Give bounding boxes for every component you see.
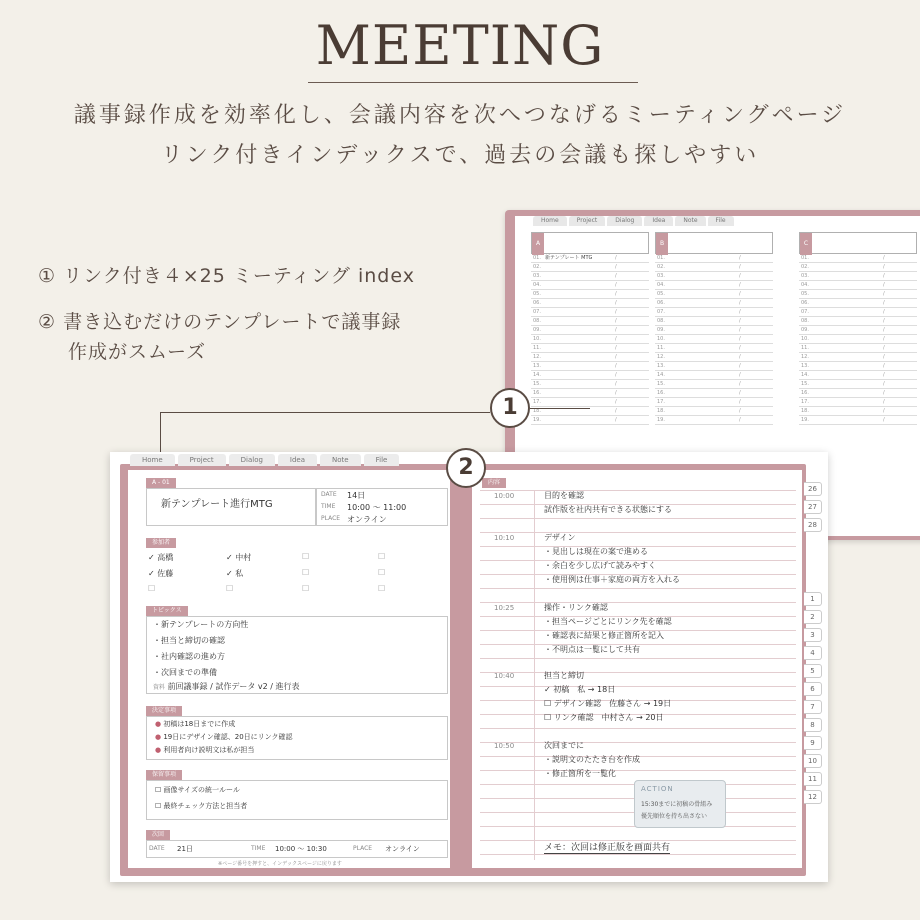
note-time: 10:00 — [494, 492, 515, 500]
next-place: オンライン — [385, 845, 420, 853]
index-row[interactable]: 08. / — [531, 317, 649, 326]
note-time: 10:50 — [494, 742, 515, 750]
index-row[interactable]: 14. / — [799, 371, 917, 380]
attendee-name: 佐藤 — [157, 569, 174, 578]
next-date: 21日 — [177, 845, 193, 853]
attendee-checkbox[interactable]: ✓ 私 — [226, 569, 244, 578]
month-side-tab[interactable]: 7 — [804, 700, 822, 714]
month-side-tab[interactable]: 5 — [804, 664, 822, 678]
month-side-tab[interactable]: 12 — [804, 790, 822, 804]
index-row[interactable]: 05. / — [531, 290, 649, 299]
index-column-b — [655, 232, 773, 472]
note-line: ・見出しは現在の案で進める — [544, 547, 648, 556]
attendee-checkbox[interactable]: ✓ 中村 — [226, 553, 252, 562]
attendee-name: 高橋 — [157, 553, 174, 562]
pending-box — [146, 780, 448, 820]
feature-2-line-1: ② 書き込むだけのテンプレートで議事録 — [38, 311, 402, 333]
index-row[interactable]: 17. / — [655, 398, 773, 407]
note-line: 試作版を社内共有できる状態にする — [544, 505, 672, 514]
index-row[interactable]: 15. / — [531, 380, 649, 389]
tab-note[interactable]: Note — [320, 454, 361, 466]
index-row[interactable]: 12. / — [799, 353, 917, 362]
index-row[interactable]: 10. / — [655, 335, 773, 344]
page-title: MEETING — [315, 14, 605, 77]
index-row[interactable]: 11. / — [655, 344, 773, 353]
month-side-tab[interactable]: 28 — [804, 518, 822, 532]
month-side-tab[interactable]: 27 — [804, 500, 822, 514]
topic-item: ・社内確認の進め方 — [153, 652, 225, 661]
notes-label: 内容 — [482, 478, 506, 488]
index-row[interactable]: 18. / — [655, 407, 773, 416]
attendee-checkbox[interactable]: ✓ 佐藤 — [148, 569, 174, 578]
index-column-label: A — [532, 233, 544, 255]
next-meeting-label: 次回 — [146, 830, 170, 840]
index-row[interactable]: 12. / — [531, 353, 649, 362]
callout-badge-2: 2 — [446, 448, 486, 488]
topics-label: トピックス — [146, 606, 188, 616]
meeting-title-box — [146, 488, 316, 526]
meeting-title: 新テンプレート進行MTG — [161, 499, 273, 510]
attendee-name: 私 — [235, 569, 244, 578]
attendee-checkbox-empty[interactable]: ☐ — [378, 568, 386, 577]
note-line: 操作・リンク確認 — [544, 603, 608, 612]
index-tab-project[interactable]: Project — [569, 216, 606, 226]
meeting-left-page — [128, 470, 450, 868]
tab-project[interactable]: Project — [178, 454, 226, 466]
index-tab-file[interactable]: File — [708, 216, 734, 226]
topic-item: ・新テンプレートの方向性 — [153, 620, 249, 629]
index-row[interactable]: 13. / — [655, 362, 773, 371]
feature-2-line-2: 作成がスムーズ — [68, 341, 207, 363]
index-row[interactable]: 05. / — [799, 290, 917, 299]
index-row[interactable]: 04. / — [799, 281, 917, 290]
month-side-tab[interactable]: 11 — [804, 772, 822, 786]
index-row[interactable]: 17. / — [531, 398, 649, 407]
attendee-checkbox-empty[interactable]: ☐ — [148, 584, 156, 593]
index-row[interactable]: 16. / — [655, 389, 773, 398]
month-side-tab[interactable]: 3 — [804, 628, 822, 642]
month-side-tab[interactable]: 10 — [804, 754, 822, 768]
main-tab-bar — [130, 454, 399, 466]
index-row[interactable]: 15. / — [799, 380, 917, 389]
topic-item: ・次回までの準備 — [153, 668, 217, 677]
index-row[interactable]: 14. / — [655, 371, 773, 380]
index-row[interactable]: 03. / — [531, 272, 649, 281]
note-line: 次回までに — [544, 741, 584, 750]
note-line: 目的を確認 — [544, 491, 584, 500]
index-row[interactable]: 11. / — [799, 344, 917, 353]
index-row[interactable]: 16. / — [799, 389, 917, 398]
index-row[interactable]: 13. / — [799, 362, 917, 371]
action-line: 15:30までに初稿の骨組み — [641, 801, 713, 808]
index-row[interactable]: 10. / — [799, 335, 917, 344]
index-row[interactable]: 09. / — [799, 326, 917, 335]
note-line: ・確認表に結果と修正箇所を記入 — [544, 631, 664, 640]
index-row[interactable]: 01. / — [655, 254, 773, 263]
date-label: DATE — [321, 491, 337, 498]
index-row[interactable]: 05. / — [655, 290, 773, 299]
next-time: 10:00 〜 10:30 — [275, 845, 327, 853]
decision-item: ● 19日にデザイン確認、20日にリンク確認 — [155, 733, 293, 741]
attendee-checkbox-empty[interactable]: ☐ — [302, 552, 310, 561]
index-row[interactable]: 01. / — [799, 254, 917, 263]
connector-line-1-right — [530, 408, 590, 409]
index-row[interactable]: 04. / — [531, 281, 649, 290]
note-line: ☐ リンク確認 中村さん → 20日 — [544, 713, 664, 722]
index-tab-note[interactable]: Note — [675, 216, 705, 226]
index-tab-home[interactable]: Home — [533, 216, 567, 226]
index-row[interactable]: 14. / — [531, 371, 649, 380]
index-row[interactable]: 08. / — [799, 317, 917, 326]
month-side-tab[interactable]: 8 — [804, 718, 822, 732]
index-row[interactable]: 03. / — [655, 272, 773, 281]
note-line: ・修正箇所を一覧化 — [544, 769, 616, 778]
callout-badge-1: 1 — [490, 388, 530, 428]
pending-item[interactable]: ☐ 最終チェック方法と担当者 — [155, 802, 248, 810]
index-row[interactable]: 12. / — [655, 353, 773, 362]
tab-idea[interactable]: Idea — [278, 454, 317, 466]
attendee-checkbox-empty[interactable]: ☐ — [378, 584, 386, 593]
index-row[interactable]: 15. / — [655, 380, 773, 389]
attendee-checkbox-empty[interactable]: ☐ — [302, 584, 310, 593]
note-line: ・説明文のたたき台を作成 — [544, 755, 640, 764]
index-column-label: B — [656, 233, 668, 255]
attendee-checkbox[interactable]: ✓ 高橋 — [148, 553, 174, 562]
index-row[interactable]: 11. / — [531, 344, 649, 353]
feature-1: ① リンク付き４×25 ミーティング index — [38, 265, 415, 287]
topic-item: ・担当と締切の確認 — [153, 636, 225, 645]
index-row[interactable]: 06. / — [531, 299, 649, 308]
subtitle-2: リンク付きインデックスで、過去の会議も探しやすい — [160, 143, 760, 168]
action-title: ACTION — [641, 785, 674, 793]
index-row[interactable]: 16. / — [531, 389, 649, 398]
note-line: ・不明点は一覧にして共有 — [544, 645, 640, 654]
index-row[interactable]: 04. / — [655, 281, 773, 290]
pending-label: 保留事項 — [146, 770, 182, 780]
note-line: 担当と締切 — [544, 671, 584, 680]
index-row[interactable]: 10. / — [531, 335, 649, 344]
attendee-checkbox-empty[interactable]: ☐ — [378, 552, 386, 561]
place-label: PLACE — [321, 515, 341, 522]
note-line: デザイン — [544, 533, 576, 542]
action-line: 優先順位を持ち出さない — [641, 813, 708, 820]
attendee-checkbox-empty[interactable]: ☐ — [302, 568, 310, 577]
index-row[interactable]: 01. 新テンプレート MTG / — [531, 254, 649, 263]
meeting-id: A - 01 — [146, 478, 176, 488]
index-row[interactable]: 09. / — [531, 326, 649, 335]
attendee-name: 中村 — [235, 553, 252, 562]
note-line: ☐ デザイン確認 佐藤さん → 19日 — [544, 699, 672, 708]
note-time: 10:25 — [494, 604, 515, 612]
topics-box — [146, 616, 448, 694]
footer-note: ※ページ番号を押すと、インデックスページに戻ります — [218, 861, 342, 867]
time-label: TIME — [321, 503, 336, 510]
index-tab-idea[interactable]: Idea — [644, 216, 673, 226]
index-column-a — [531, 232, 649, 472]
index-row[interactable]: 02. / — [531, 263, 649, 272]
reference-text: 前回議事録 / 試作データ v2 / 進行表 — [167, 682, 300, 691]
reference-row — [153, 681, 300, 692]
index-entry[interactable]: 新テンプレート MTG — [545, 255, 593, 261]
index-tab-dialog[interactable]: Dialog — [607, 216, 642, 226]
index-row[interactable]: 19. / — [655, 416, 773, 425]
memo-line: メモ：次回は修正版を画面共有 — [544, 840, 670, 854]
time-value: 10:00 〜 11:00 — [347, 503, 407, 512]
index-row[interactable]: 02. / — [655, 263, 773, 272]
note-line: ✓ 初稿 私 → 18日 — [544, 685, 616, 694]
month-side-tab[interactable]: 9 — [804, 736, 822, 750]
index-row[interactable]: 18. / — [531, 407, 649, 416]
tab-home[interactable]: Home — [130, 454, 175, 466]
index-column-label: C — [800, 233, 812, 255]
index-row[interactable]: 07. / — [655, 308, 773, 317]
index-row[interactable]: 09. / — [655, 326, 773, 335]
note-line: ・使用例は仕事＋家庭の両方を入れる — [544, 575, 680, 584]
note-line: ・担当ページごとにリンク先を確認 — [544, 617, 672, 626]
month-side-tab[interactable]: 2 — [804, 610, 822, 624]
month-side-tab[interactable]: 4 — [804, 646, 822, 660]
index-row[interactable]: 17. / — [799, 398, 917, 407]
decisions-label: 決定事項 — [146, 706, 182, 716]
reference-label: 資料 — [153, 684, 166, 691]
index-row[interactable]: 08. / — [655, 317, 773, 326]
date-value: 14日 — [347, 491, 366, 500]
index-row[interactable]: 18. / — [799, 407, 917, 416]
index-row[interactable]: 06. / — [655, 299, 773, 308]
index-column-c — [799, 232, 917, 472]
attendees-label: 参加者 — [146, 538, 176, 548]
attendee-checkbox-empty[interactable]: ☐ — [226, 584, 234, 593]
index-row[interactable]: 19. / — [799, 416, 917, 425]
tab-file[interactable]: File — [364, 454, 400, 466]
note-line: ・余白を少し広げて読みやすく — [544, 561, 656, 570]
note-time: 10:10 — [494, 534, 515, 542]
index-row[interactable]: 13. / — [531, 362, 649, 371]
decision-item: ● 初稿は18日までに作成 — [155, 720, 236, 728]
month-side-tab[interactable]: 26 — [804, 482, 822, 496]
place-value: オンライン — [347, 515, 387, 524]
index-row[interactable]: 03. / — [799, 272, 917, 281]
meeting-info-box — [316, 488, 448, 526]
month-side-tab[interactable]: 6 — [804, 682, 822, 696]
connector-line-1 — [160, 412, 490, 413]
index-row[interactable]: 06. / — [799, 299, 917, 308]
index-tab-bar — [533, 216, 734, 226]
index-row[interactable]: 07. / — [799, 308, 917, 317]
decision-item: ● 利用者向け説明文は私が担当 — [155, 746, 255, 754]
index-row[interactable]: 02. / — [799, 263, 917, 272]
month-side-tab[interactable]: 1 — [804, 592, 822, 606]
decisions-box — [146, 716, 448, 760]
pending-item[interactable]: ☐ 画像サイズの統一ルール — [155, 786, 240, 794]
tab-dialog[interactable]: Dialog — [229, 454, 275, 466]
action-sticky-note — [634, 780, 726, 828]
note-time: 10:40 — [494, 672, 515, 680]
index-row[interactable]: 19. / — [531, 416, 649, 425]
title-divider — [308, 82, 638, 83]
index-row[interactable]: 07. / — [531, 308, 649, 317]
subtitle-1: 議事録作成を効率化し、会議内容を次へつなげるミーティングページ — [73, 103, 847, 128]
next-meeting-box: DATE 21日 TIME 10:00 〜 10:30 PLACE オンライン — [146, 840, 448, 858]
